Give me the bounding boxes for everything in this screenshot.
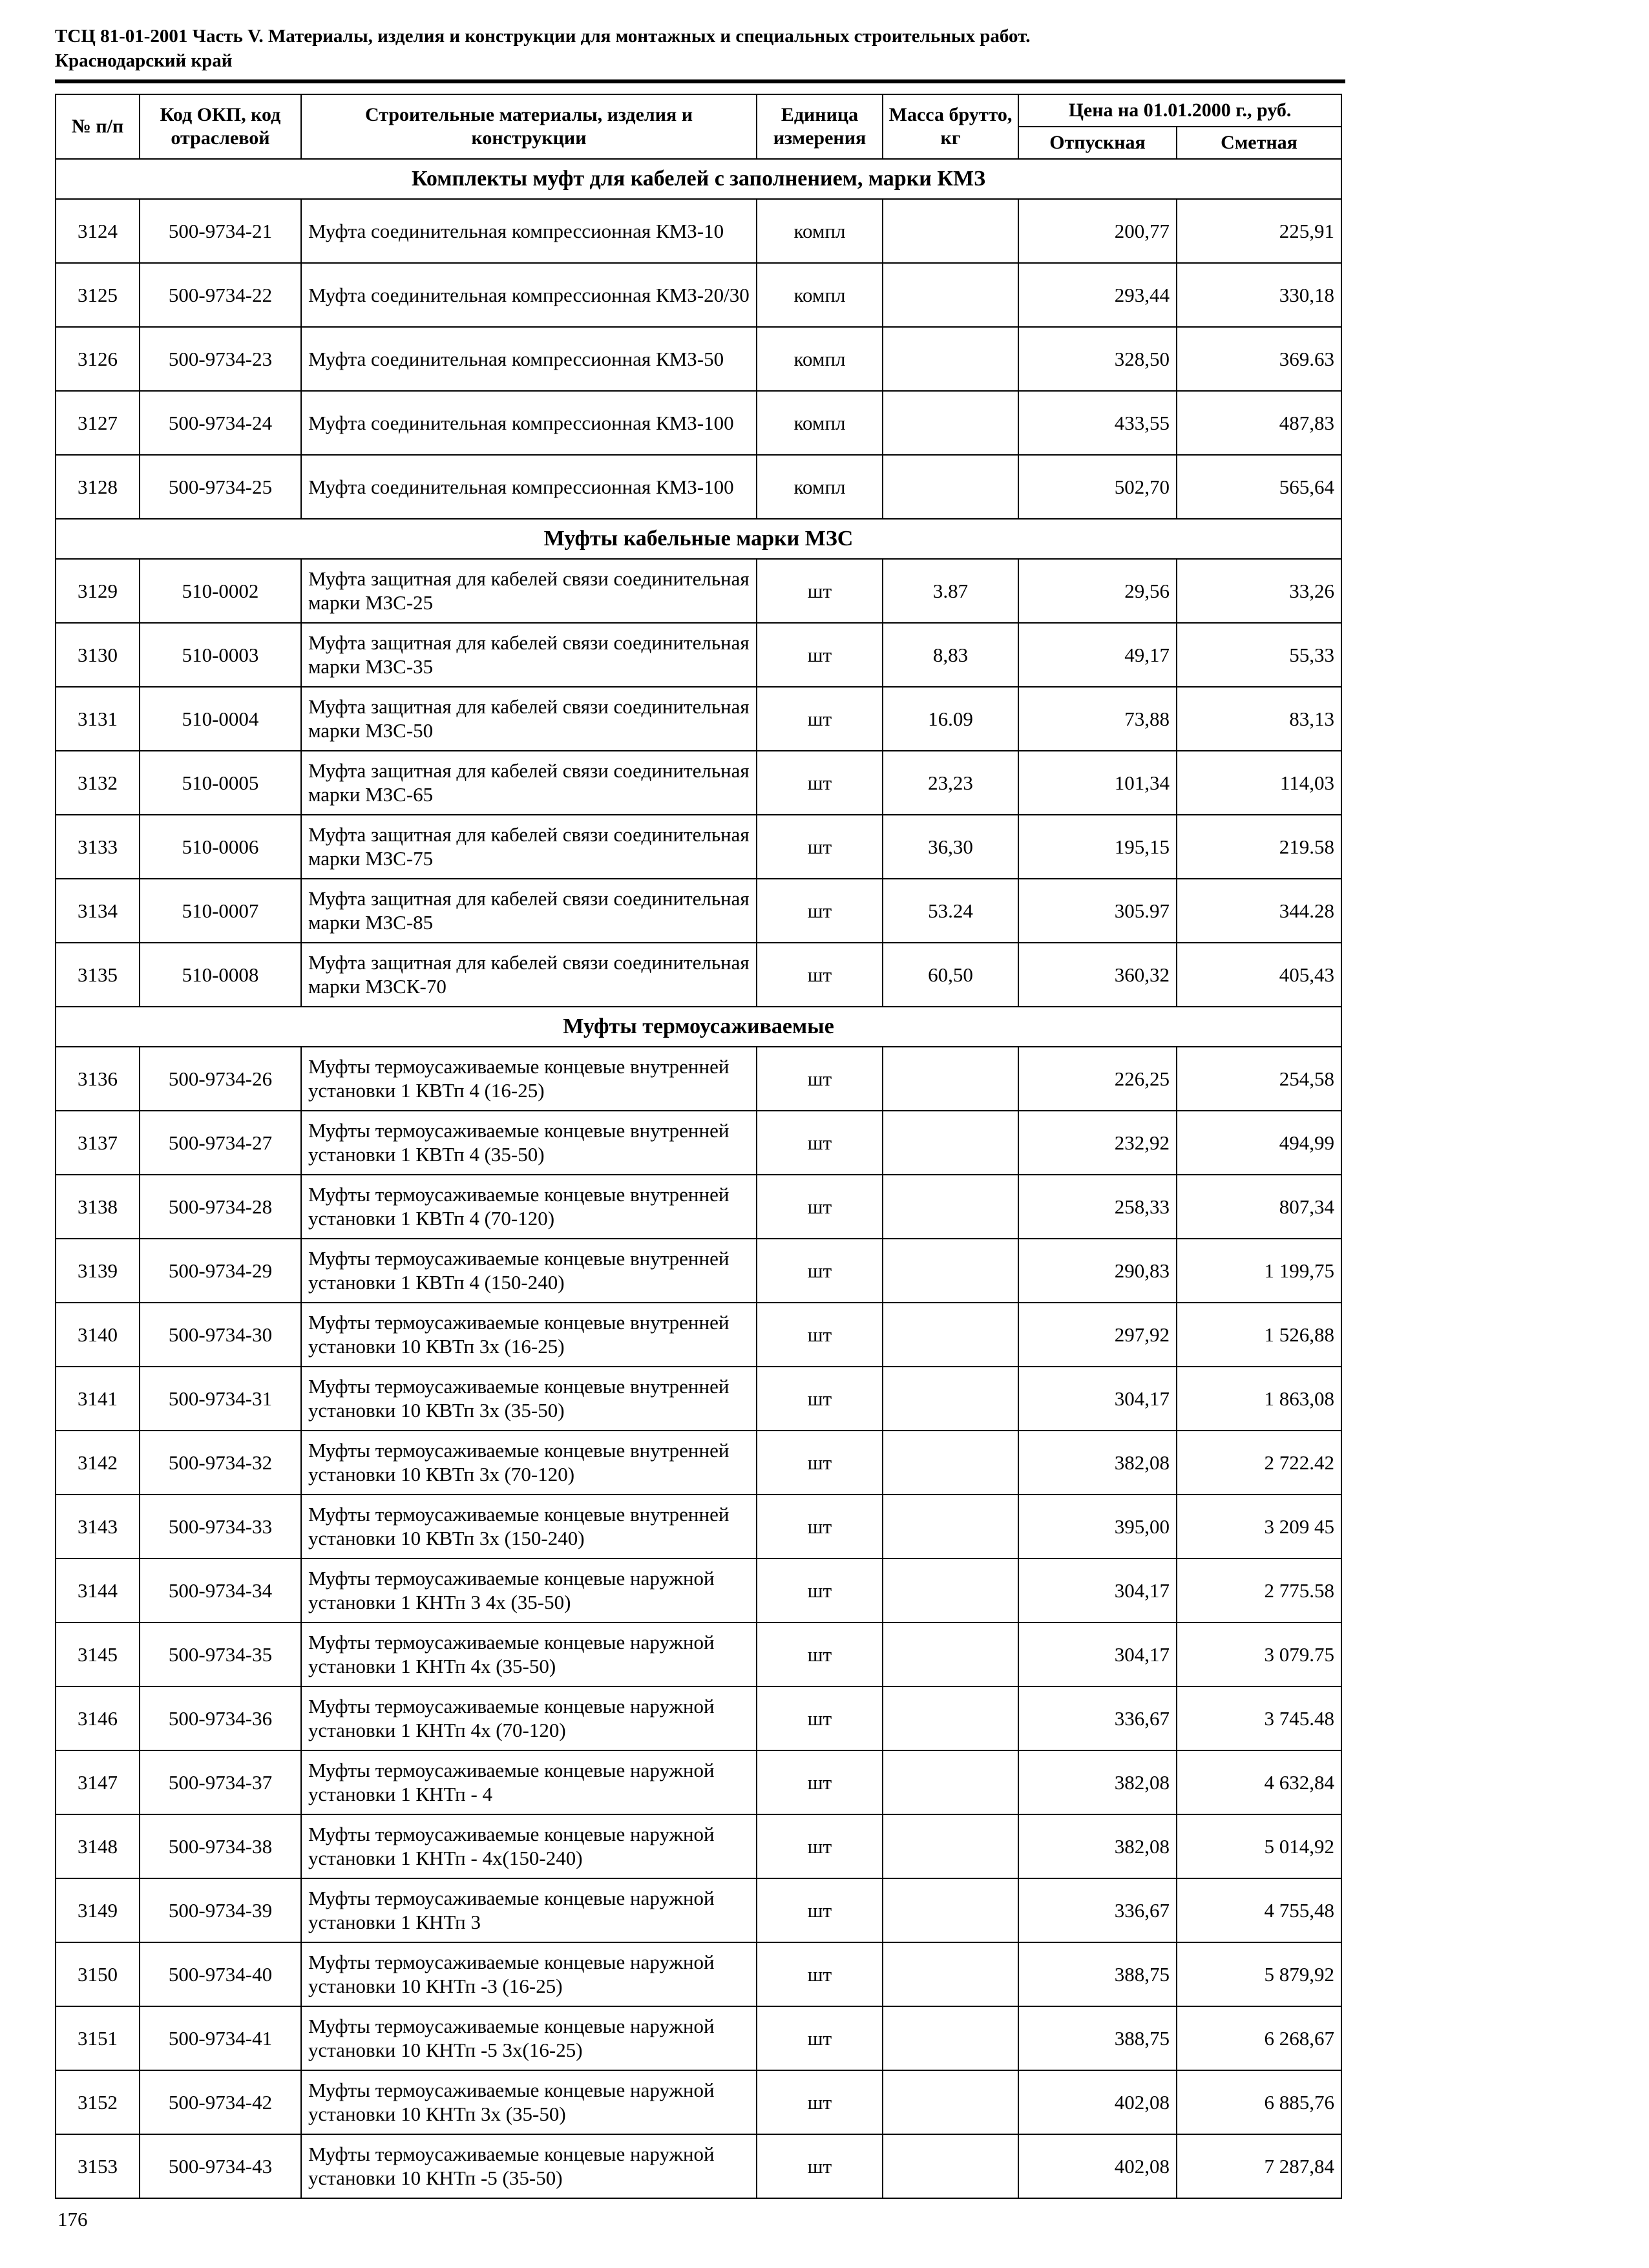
cell-otp: 305.97 — [1018, 879, 1177, 943]
cell-mass — [883, 1111, 1018, 1175]
cell-code: 500-9734-27 — [140, 1111, 301, 1175]
cell-smet: 5 879,92 — [1177, 1942, 1341, 2006]
cell-otp: 388,75 — [1018, 2006, 1177, 2070]
col-header-code: Код ОКП, код отраслевой — [140, 94, 301, 159]
cell-num: 3143 — [56, 1495, 140, 1559]
cell-name: Муфты термоусаживаемые концевые внутренней установки 1 КВТп 4 (70-120) — [301, 1175, 757, 1239]
cell-unit: компл — [757, 327, 883, 391]
cell-otp: 304,17 — [1018, 1559, 1177, 1622]
col-header-price-group: Цена на 01.01.2000 г., руб. — [1018, 94, 1341, 127]
cell-otp: 304,17 — [1018, 1367, 1177, 1431]
table-row — [56, 1942, 1341, 2006]
cell-smet: 219.58 — [1177, 815, 1341, 879]
cell-mass — [883, 1239, 1018, 1303]
cell-name: Муфты термоусаживаемые концевые наружной установки 1 КНТп - 4 — [301, 1750, 757, 1814]
cell-name: Муфта соединительная компрессионная КМЗ-50 — [301, 327, 757, 391]
cell-num: 3138 — [56, 1175, 140, 1239]
cell-unit: шт — [757, 1750, 883, 1814]
cell-unit: шт — [757, 1686, 883, 1750]
cell-otp: 402,08 — [1018, 2134, 1177, 2198]
cell-mass — [883, 1750, 1018, 1814]
table-row — [56, 687, 1341, 751]
cell-unit: шт — [757, 1622, 883, 1686]
cell-mass — [883, 1686, 1018, 1750]
cell-mass — [883, 455, 1018, 519]
col-header-unit: Единица измерения — [757, 94, 883, 159]
cell-num: 3141 — [56, 1367, 140, 1431]
cell-unit: шт — [757, 943, 883, 1007]
cell-num: 3147 — [56, 1750, 140, 1814]
cell-smet: 1 199,75 — [1177, 1239, 1341, 1303]
cell-otp: 258,33 — [1018, 1175, 1177, 1239]
cell-unit: шт — [757, 2070, 883, 2134]
cell-smet: 344.28 — [1177, 879, 1341, 943]
cell-num: 3151 — [56, 2006, 140, 2070]
cell-mass — [883, 1814, 1018, 1878]
table-row — [56, 1047, 1341, 1111]
cell-unit: шт — [757, 1047, 883, 1111]
cell-name: Муфта соединительная компрессионная КМЗ-100 — [301, 455, 757, 519]
cell-smet: 83,13 — [1177, 687, 1341, 751]
cell-code: 500-9734-33 — [140, 1495, 301, 1559]
document-header — [55, 25, 1345, 83]
cell-unit: шт — [757, 2006, 883, 2070]
cell-unit: шт — [757, 1559, 883, 1622]
cell-mass — [883, 1047, 1018, 1111]
cell-name: Муфта соединительная компрессионная КМЗ-10 — [301, 199, 757, 263]
cell-mass — [883, 1431, 1018, 1495]
cell-unit: компл — [757, 263, 883, 327]
cell-smet: 4 632,84 — [1177, 1750, 1341, 1814]
cell-code: 500-9734-28 — [140, 1175, 301, 1239]
cell-code: 500-9734-24 — [140, 391, 301, 455]
cell-smet: 807,34 — [1177, 1175, 1341, 1239]
page-number: 176 — [58, 2208, 88, 2231]
cell-num: 3137 — [56, 1111, 140, 1175]
cell-mass — [883, 1942, 1018, 2006]
cell-code: 510-0006 — [140, 815, 301, 879]
cell-code: 500-9734-32 — [140, 1431, 301, 1495]
cell-num: 3140 — [56, 1303, 140, 1367]
cell-num: 3128 — [56, 455, 140, 519]
cell-unit: компл — [757, 199, 883, 263]
cell-num: 3150 — [56, 1942, 140, 2006]
cell-code: 500-9734-21 — [140, 199, 301, 263]
cell-smet: 487,83 — [1177, 391, 1341, 455]
cell-mass — [883, 1367, 1018, 1431]
cell-code: 500-9734-36 — [140, 1686, 301, 1750]
table-header — [56, 94, 1341, 159]
cell-name: Муфты термоусаживаемые концевые внутренней установки 1 КВТп 4 (16-25) — [301, 1047, 757, 1111]
table-row — [56, 2134, 1341, 2198]
table-row — [56, 559, 1341, 623]
table-row — [56, 1367, 1341, 1431]
cell-num: 3125 — [56, 263, 140, 327]
cell-num: 3139 — [56, 1239, 140, 1303]
cell-code: 500-9734-37 — [140, 1750, 301, 1814]
cell-num: 3153 — [56, 2134, 140, 2198]
cell-otp: 101,34 — [1018, 751, 1177, 815]
table-row — [56, 1239, 1341, 1303]
cell-otp: 226,25 — [1018, 1047, 1177, 1111]
cell-name: Муфта защитная для кабелей связи соединительная марки МЗС-85 — [301, 879, 757, 943]
cell-code: 510-0008 — [140, 943, 301, 1007]
table-body — [56, 159, 1341, 2198]
cell-otp: 49,17 — [1018, 623, 1177, 687]
document-title-line1: ТСЦ 81-01-2001 Часть V. Материалы, изделия и конструкции для монтажных и специальных строительных работ. — [55, 26, 1031, 47]
cell-num: 3142 — [56, 1431, 140, 1495]
cell-otp: 304,17 — [1018, 1622, 1177, 1686]
section-header-row — [56, 1007, 1341, 1047]
cell-smet: 369.63 — [1177, 327, 1341, 391]
cell-mass — [883, 199, 1018, 263]
cell-mass — [883, 1303, 1018, 1367]
cell-mass — [883, 263, 1018, 327]
cell-otp: 382,08 — [1018, 1750, 1177, 1814]
cell-mass — [883, 327, 1018, 391]
cell-otp: 336,67 — [1018, 1686, 1177, 1750]
table-row — [56, 1686, 1341, 1750]
cell-otp: 433,55 — [1018, 391, 1177, 455]
cell-name: Муфты термоусаживаемые концевые внутренней установки 10 КВТп 3х (70-120) — [301, 1431, 757, 1495]
cell-name: Муфта защитная для кабелей связи соединительная марки МЗС-35 — [301, 623, 757, 687]
cell-smet: 494,99 — [1177, 1111, 1341, 1175]
cell-mass: 8,83 — [883, 623, 1018, 687]
cell-name: Муфты термоусаживаемые концевые наружной установки 10 КНТп 3х (35-50) — [301, 2070, 757, 2134]
cell-unit: шт — [757, 815, 883, 879]
col-header-mass: Масса брутто, кг — [883, 94, 1018, 159]
cell-mass — [883, 2006, 1018, 2070]
cell-smet: 254,58 — [1177, 1047, 1341, 1111]
cell-mass — [883, 1622, 1018, 1686]
cell-num: 3130 — [56, 623, 140, 687]
cell-mass: 23,23 — [883, 751, 1018, 815]
cell-name: Муфты термоусаживаемые концевые наружной установки 1 КНТп - 4х(150-240) — [301, 1814, 757, 1878]
cell-code: 500-9734-34 — [140, 1559, 301, 1622]
cell-code: 500-9734-31 — [140, 1367, 301, 1431]
cell-code: 510-0004 — [140, 687, 301, 751]
cell-smet: 2 722.42 — [1177, 1431, 1341, 1495]
cell-code: 510-0007 — [140, 879, 301, 943]
cell-unit: шт — [757, 1814, 883, 1878]
cell-otp: 395,00 — [1018, 1495, 1177, 1559]
cell-name: Муфты термоусаживаемые концевые наружной установки 10 КНТп -3 (16-25) — [301, 1942, 757, 2006]
table-row — [56, 623, 1341, 687]
table-row — [56, 2006, 1341, 2070]
cell-smet: 225,91 — [1177, 199, 1341, 263]
section-header-row — [56, 159, 1341, 199]
cell-code: 500-9734-43 — [140, 2134, 301, 2198]
cell-smet: 55,33 — [1177, 623, 1341, 687]
cell-num: 3148 — [56, 1814, 140, 1878]
cell-otp: 502,70 — [1018, 455, 1177, 519]
table-row — [56, 455, 1341, 519]
cell-num: 3126 — [56, 327, 140, 391]
col-header-num: № п/п — [56, 94, 140, 159]
cell-name: Муфты термоусаживаемые концевые внутренней установки 1 КВТп 4 (35-50) — [301, 1111, 757, 1175]
cell-num: 3133 — [56, 815, 140, 879]
table-row — [56, 1175, 1341, 1239]
cell-unit: шт — [757, 687, 883, 751]
col-header-name: Строительные материалы, изделия и конструкции — [301, 94, 757, 159]
cell-mass: 60,50 — [883, 943, 1018, 1007]
table-row — [56, 1495, 1341, 1559]
cell-code: 500-9734-30 — [140, 1303, 301, 1367]
cell-smet: 565,64 — [1177, 455, 1341, 519]
cell-smet: 33,26 — [1177, 559, 1341, 623]
cell-num: 3134 — [56, 879, 140, 943]
cell-name: Муфты термоусаживаемые концевые внутренней установки 10 КВТп 3х (150-240) — [301, 1495, 757, 1559]
cell-name: Муфта защитная для кабелей связи соединительная марки МЗС-75 — [301, 815, 757, 879]
table-row — [56, 815, 1341, 879]
table-row — [56, 751, 1341, 815]
cell-num: 3132 — [56, 751, 140, 815]
cell-unit: компл — [757, 455, 883, 519]
cell-otp: 232,92 — [1018, 1111, 1177, 1175]
cell-code: 510-0003 — [140, 623, 301, 687]
cell-num: 3145 — [56, 1622, 140, 1686]
cell-otp: 200,77 — [1018, 199, 1177, 263]
cell-mass — [883, 1559, 1018, 1622]
section-title: Муфты кабельные марки МЗС — [56, 519, 1341, 559]
cell-code: 500-9734-25 — [140, 455, 301, 519]
table-row — [56, 1878, 1341, 1942]
cell-smet: 3 079.75 — [1177, 1622, 1341, 1686]
cell-unit: шт — [757, 1431, 883, 1495]
cell-name: Муфты термоусаживаемые концевые внутренней установки 10 КВТп 3х (35-50) — [301, 1367, 757, 1431]
cell-mass: 36,30 — [883, 815, 1018, 879]
cell-smet: 405,43 — [1177, 943, 1341, 1007]
cell-mass — [883, 1878, 1018, 1942]
cell-code: 510-0005 — [140, 751, 301, 815]
cell-smet: 3 209 45 — [1177, 1495, 1341, 1559]
cell-unit: шт — [757, 1111, 883, 1175]
cell-name: Муфта защитная для кабелей связи соединительная марки МЗС-65 — [301, 751, 757, 815]
cell-smet: 6 268,67 — [1177, 2006, 1341, 2070]
cell-code: 500-9734-23 — [140, 327, 301, 391]
cell-smet: 114,03 — [1177, 751, 1341, 815]
cell-name: Муфты термоусаживаемые концевые внутренней установки 10 КВТп 3х (16-25) — [301, 1303, 757, 1367]
cell-smet: 6 885,76 — [1177, 2070, 1341, 2134]
section-header-row — [56, 519, 1341, 559]
cell-otp: 402,08 — [1018, 2070, 1177, 2134]
cell-unit: шт — [757, 623, 883, 687]
cell-code: 500-9734-35 — [140, 1622, 301, 1686]
cell-num: 3135 — [56, 943, 140, 1007]
cell-otp: 195,15 — [1018, 815, 1177, 879]
cell-mass — [883, 2070, 1018, 2134]
section-title: Муфты термоусаживаемые — [56, 1007, 1341, 1047]
cell-mass: 3.87 — [883, 559, 1018, 623]
cell-smet: 330,18 — [1177, 263, 1341, 327]
cell-num: 3136 — [56, 1047, 140, 1111]
table-row — [56, 879, 1341, 943]
cell-num: 3149 — [56, 1878, 140, 1942]
cell-otp: 360,32 — [1018, 943, 1177, 1007]
cell-unit: шт — [757, 1367, 883, 1431]
cell-unit: шт — [757, 1878, 883, 1942]
cell-smet: 5 014,92 — [1177, 1814, 1341, 1878]
cell-name: Муфты термоусаживаемые концевые наружной установки 1 КНТп 3 — [301, 1878, 757, 1942]
cell-mass — [883, 391, 1018, 455]
cell-num: 3146 — [56, 1686, 140, 1750]
cell-code: 500-9734-39 — [140, 1878, 301, 1942]
cell-unit: шт — [757, 751, 883, 815]
cell-code: 500-9734-42 — [140, 2070, 301, 2134]
cell-code: 500-9734-40 — [140, 1942, 301, 2006]
cell-smet: 1 526,88 — [1177, 1303, 1341, 1367]
table-row — [56, 199, 1341, 263]
cell-name: Муфты термоусаживаемые концевые наружной установки 1 КНТп 4х (70-120) — [301, 1686, 757, 1750]
cell-name: Муфта соединительная компрессионная КМЗ-20/30 — [301, 263, 757, 327]
table-row — [56, 943, 1341, 1007]
cell-unit: шт — [757, 1239, 883, 1303]
table-row — [56, 1750, 1341, 1814]
col-header-price-release: Отпускная — [1018, 127, 1177, 159]
cell-unit: шт — [757, 1303, 883, 1367]
cell-mass: 53.24 — [883, 879, 1018, 943]
cell-otp: 382,08 — [1018, 1814, 1177, 1878]
cell-smet: 4 755,48 — [1177, 1878, 1341, 1942]
cell-unit: шт — [757, 559, 883, 623]
cell-name: Муфты термоусаживаемые концевые наружной установки 1 КНТп 3 4х (35-50) — [301, 1559, 757, 1622]
cell-num: 3129 — [56, 559, 140, 623]
cell-mass — [883, 1175, 1018, 1239]
cell-otp: 29,56 — [1018, 559, 1177, 623]
cell-code: 500-9734-29 — [140, 1239, 301, 1303]
cell-code: 500-9734-22 — [140, 263, 301, 327]
cell-code: 510-0002 — [140, 559, 301, 623]
cell-num: 3127 — [56, 391, 140, 455]
price-table — [55, 94, 1342, 2199]
cell-name: Муфта защитная для кабелей связи соединительная марки МЗС-25 — [301, 559, 757, 623]
cell-mass — [883, 2134, 1018, 2198]
cell-num: 3124 — [56, 199, 140, 263]
cell-code: 500-9734-38 — [140, 1814, 301, 1878]
cell-num: 3131 — [56, 687, 140, 751]
cell-otp: 290,83 — [1018, 1239, 1177, 1303]
table-row — [56, 1431, 1341, 1495]
cell-num: 3152 — [56, 2070, 140, 2134]
table-row — [56, 1303, 1341, 1367]
cell-smet: 7 287,84 — [1177, 2134, 1341, 2198]
col-header-price-estimate: Сметная — [1177, 127, 1341, 159]
table-row — [56, 1622, 1341, 1686]
cell-smet: 2 775.58 — [1177, 1559, 1341, 1622]
cell-unit: шт — [757, 2134, 883, 2198]
cell-name: Муфта соединительная компрессионная КМЗ-100 — [301, 391, 757, 455]
cell-smet: 3 745.48 — [1177, 1686, 1341, 1750]
cell-otp: 328,50 — [1018, 327, 1177, 391]
cell-unit: шт — [757, 1495, 883, 1559]
cell-code: 500-9734-26 — [140, 1047, 301, 1111]
cell-name: Муфты термоусаживаемые концевые внутренней установки 1 КВТп 4 (150-240) — [301, 1239, 757, 1303]
section-title: Комплекты муфт для кабелей с заполнением, марки КМЗ — [56, 159, 1341, 199]
cell-name: Муфты термоусаживаемые концевые наружной установки 10 КНТп -5 (35-50) — [301, 2134, 757, 2198]
cell-mass: 16.09 — [883, 687, 1018, 751]
cell-otp: 388,75 — [1018, 1942, 1177, 2006]
cell-name: Муфта защитная для кабелей связи соединительная марки МЗСК-70 — [301, 943, 757, 1007]
table-row — [56, 327, 1341, 391]
cell-smet: 1 863,08 — [1177, 1367, 1341, 1431]
cell-otp: 297,92 — [1018, 1303, 1177, 1367]
cell-num: 3144 — [56, 1559, 140, 1622]
cell-code: 500-9734-41 — [140, 2006, 301, 2070]
cell-otp: 382,08 — [1018, 1431, 1177, 1495]
cell-unit: компл — [757, 391, 883, 455]
table-row — [56, 2070, 1341, 2134]
table-row — [56, 391, 1341, 455]
cell-name: Муфты термоусаживаемые концевые наружной установки 1 КНТп 4х (35-50) — [301, 1622, 757, 1686]
cell-otp: 293,44 — [1018, 263, 1177, 327]
cell-unit: шт — [757, 879, 883, 943]
table-row — [56, 1559, 1341, 1622]
table-row — [56, 1814, 1341, 1878]
cell-name: Муфты термоусаживаемые концевые наружной установки 10 КНТп -5 3х(16-25) — [301, 2006, 757, 2070]
table-row — [56, 1111, 1341, 1175]
table-row — [56, 263, 1341, 327]
cell-name: Муфта защитная для кабелей связи соединительная марки МЗС-50 — [301, 687, 757, 751]
cell-otp: 73,88 — [1018, 687, 1177, 751]
cell-unit: шт — [757, 1175, 883, 1239]
cell-otp: 336,67 — [1018, 1878, 1177, 1942]
cell-mass — [883, 1495, 1018, 1559]
cell-unit: шт — [757, 1942, 883, 2006]
document-title-line2: Краснодарский край — [55, 50, 233, 71]
